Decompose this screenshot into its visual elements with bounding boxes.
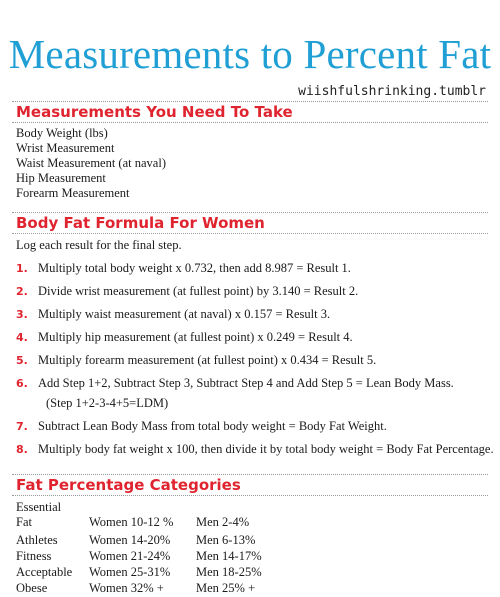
step-text: Divide wrist measurement (at fullest point) by 3.140 = Result 2. xyxy=(38,284,359,298)
measurement-item: Body Weight (lbs) xyxy=(16,126,108,140)
measurement-item: Wrist Measurement xyxy=(16,141,115,155)
category-men: Men 18-25% xyxy=(196,565,262,579)
category-label: Essential xyxy=(16,500,62,514)
step-text: Multiply body fat weight x 100, then divide it by total body weight = Body Fat Percentage. xyxy=(38,442,494,456)
category-men: Men 2-4% xyxy=(196,515,250,529)
category-men: Men 14-17% xyxy=(196,549,262,563)
formula-heading: Body Fat Formula For Women xyxy=(16,214,265,232)
step-number: 6. xyxy=(16,377,28,390)
step-number: 7. xyxy=(16,420,28,433)
step-number: 5. xyxy=(16,354,28,367)
step-number: 1. xyxy=(16,262,28,275)
source-credit: wiishfulshrinking.tumblr xyxy=(298,84,486,99)
step-number: 3. xyxy=(16,308,28,321)
categories-heading: Fat Percentage Categories xyxy=(16,476,241,494)
formula-intro: Log each result for the final step. xyxy=(16,238,182,252)
step-text: Subtract Lean Body Mass from total body weight = Body Fat Weight. xyxy=(38,419,387,433)
step-text: Multiply forearm measurement (at fullest point) x 0.434 = Result 5. xyxy=(38,353,377,367)
step-number: 8. xyxy=(16,443,28,456)
measurement-item: Waist Measurement (at naval) xyxy=(16,156,166,170)
step-number: 4. xyxy=(16,331,28,344)
category-women: Women 14-20% xyxy=(89,533,171,547)
measurement-item: Hip Measurement xyxy=(16,171,106,185)
step-text: Multiply waist measurement (at naval) x 0.157 = Result 3. xyxy=(38,307,331,321)
category-women: Women 10-12 % xyxy=(89,515,174,529)
step-text: Multiply total body weight x 0.732, then add 8.987 = Result 1. xyxy=(38,261,351,275)
category-label: Fitness xyxy=(16,549,52,563)
category-label: Fat xyxy=(16,515,32,529)
divider xyxy=(12,495,488,496)
step-note: (Step 1+2-3-4+5=LDM) xyxy=(46,396,169,410)
step-number: 2. xyxy=(16,285,28,298)
category-women: Women 32% + xyxy=(89,581,164,595)
category-men: Men 25% + xyxy=(196,581,256,595)
divider xyxy=(12,122,488,123)
category-label: Athletes xyxy=(16,533,58,547)
step-text: Multiply hip measurement (at fullest point) x 0.249 = Result 4. xyxy=(38,330,353,344)
step-text: Add Step 1+2, Subtract Step 3, Subtract Step 4 and Add Step 5 = Lean Body Mass. xyxy=(38,376,454,390)
category-label: Acceptable xyxy=(16,565,73,579)
divider xyxy=(12,233,488,234)
page-title: Measurements to Percent Fat xyxy=(8,31,492,77)
divider xyxy=(12,474,488,475)
divider xyxy=(12,212,488,213)
divider xyxy=(12,101,488,102)
measurement-item: Forearm Measurement xyxy=(16,186,130,200)
category-label: Obese xyxy=(16,581,48,595)
measurements-heading: Measurements You Need To Take xyxy=(16,103,293,121)
category-women: Women 21-24% xyxy=(89,549,171,563)
category-men: Men 6-13% xyxy=(196,533,256,547)
category-women: Women 25-31% xyxy=(89,565,171,579)
